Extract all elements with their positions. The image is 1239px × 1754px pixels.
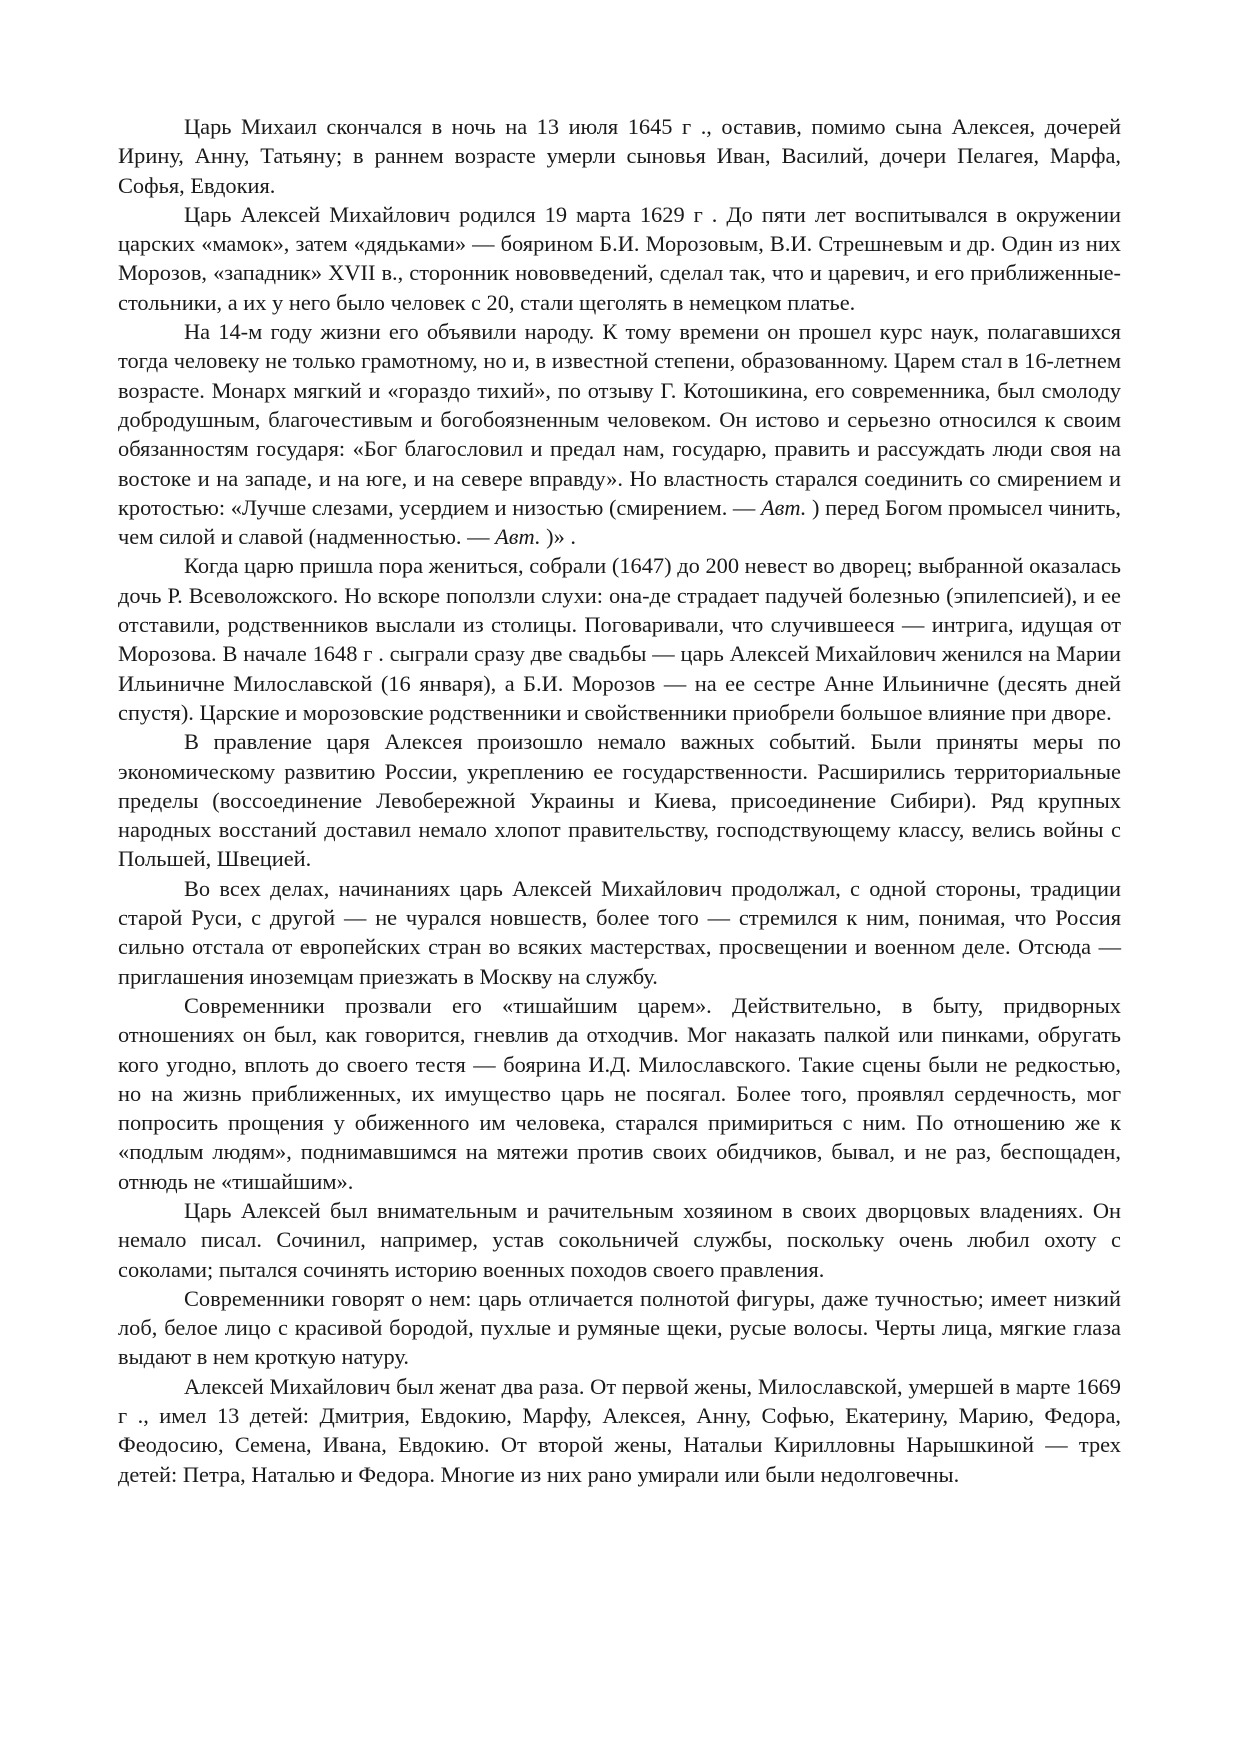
paragraph-9: Современники говорят о нем: царь отличается полнотой фигуры, даже тучностью; имеет низкий лоб, белое лицо с красивой бородой, пухлые и румяные щеки, русые волосы. Черты лица, мягкие глаза выдают в нем кроткую натуру. xyxy=(118,1285,1121,1370)
paragraph-1: Царь Михаил скончался в ночь на 13 июля 1645 г ., оставив, помимо сына Алексея, дочерей Ирину, Анну, Татьяну; в раннем возрасте умерли сыновья Иван, Василий, дочери Пелагея, Марфа, Софья, Евдокия. xyxy=(118,114,1121,198)
paragraph-3-text-after: )» . xyxy=(540,524,576,550)
paragraph-6: Во всех делах, начинаниях царь Алексей Михайлович продолжал, с одной стороны, традиции старой Руси, с другой — не чурался новшеств, более того — стремился к ним, понимая, что Россия сильно отстала от европейских стран во всяких мастерствах, просвещении и военном деле. Отсюда — приглашения иноземцам приезжать в Москву на службу. xyxy=(118,875,1121,989)
paragraph-3-text-before: На 14-м году жизни его объявили народу. К тому времени он прошел курс наук, полагавшихся тогда человеку не только грамотному, но и, в известной степени, образованному. Царем стал в 16-летнем возрасте. Монарх мягкий и «гораздо тихий», по отзыву Г. Котошикина, его современника, был смолоду добродушным, благочестивым и богобоязненным человеком. Он истово и серьезно относился к своим обязанностям государя: «Бог благословил и предал нам, государю, править и рассуждать люди своя на востоке и на западе, и на юге, и на севере вправду». Но властность старался соединить со смирением и кротостью: «Лучше слезами, усердием и низостью (смирением. — xyxy=(118,319,1121,520)
paragraph-8: Царь Алексей был внимательным и рачительным хозяином в своих дворцовых владениях. Он немало писал. Сочинил, например, устав сокольничей службы, поскольку очень любил охоту с соколами; пытался сочинять историю военных походов своего правления. xyxy=(118,1197,1121,1282)
paragraph-10: Алексей Михайлович был женат два раза. От первой жены, Милославской, умершей в марте 1669 г ., имел 13 детей: Дмитрия, Евдокию, Марфу, Алексея, Анну, Софью, Екатерину, Марию, Федора, Феодосию, Семена, Ивана, Евдокию. От второй жены, Натальи Кирилловны Нарышкиной — трех детей: Петра, Наталью и Федора. Многие из них рано умирали или были недолговечны. xyxy=(118,1373,1121,1487)
paragraph-5: В правление царя Алексея произошло немало важных событий. Были приняты меры по экономическому развитию России, укреплению ее государственности. Расширились территориальные пределы (воссоединение Левобережной Украины и Киева, присоединение Сибири). Ряд крупных народных восстаний доставил немало хлопот правительству, господствующему классу, велись войны с Польшей, Швецией. xyxy=(118,729,1121,872)
author-note-abbr: Авт. xyxy=(495,524,541,550)
paragraph-7: Современники прозвали его «тишайшим царем». Действительно, в быту, придворных отношениях он был, как говорится, гневлив да отходчив. Мог наказать палкой или пинками, обругать кого угодно, вплоть до своего тестя — боярина И.Д. Милославского. Такие сцены были не редкостью, но на жизнь приближенных, их имущество царь не посягал. Более того, проявлял сердечность, мог попросить прощения у обиженного им человека, старался примириться с ним. По отношению же к «подлым людям», поднимавшимся на мятежи против своих обидчиков, бывал, и не раз, беспощаден, отнюдь не «тишайшим». xyxy=(118,992,1121,1194)
document-page xyxy=(118,112,1121,1489)
paragraph-2: Царь Алексей Михайлович родился 19 марта 1629 г . До пяти лет воспитывался в окружении царских «мамок», затем «дядьками» — боярином Б.И. Морозовым, В.И. Стрешневым и др. Один из них Морозов, «западник» XVII в., сторонник нововведений, сделал так, что и царевич, и его приближенные-стольники, а их у него было человек с 20, стали щеголять в немецком платье. xyxy=(118,201,1121,315)
paragraph-4: Когда царю пришла пора жениться, собрали (1647) до 200 невест во дворец; выбранной оказалась дочь Р. Всеволожского. Но вскоре поползли слухи: она-де страдает падучей болезнью (эпилепсией), и ее отставили, родственников выслали из столицы. Поговаривали, что случившееся — интрига, идущая от Морозова. В начале 1648 г . сыграли сразу две свадьбы — царь Алексей Михайлович женился на Марии Ильиничне Милославской (16 января), а Б.И. Морозов — на ее сестре Анне Ильиничне (десять дней спустя). Царские и морозовские родственники и свойственники приобрели большое влияние при дворе. xyxy=(118,553,1121,725)
author-note-abbr: Авт. xyxy=(760,494,807,520)
paragraph-3-text-middle: ) перед Богом промысел чинить, чем силой и славой (надменностью. — xyxy=(118,494,1121,550)
paragraph-3 xyxy=(118,317,1121,551)
